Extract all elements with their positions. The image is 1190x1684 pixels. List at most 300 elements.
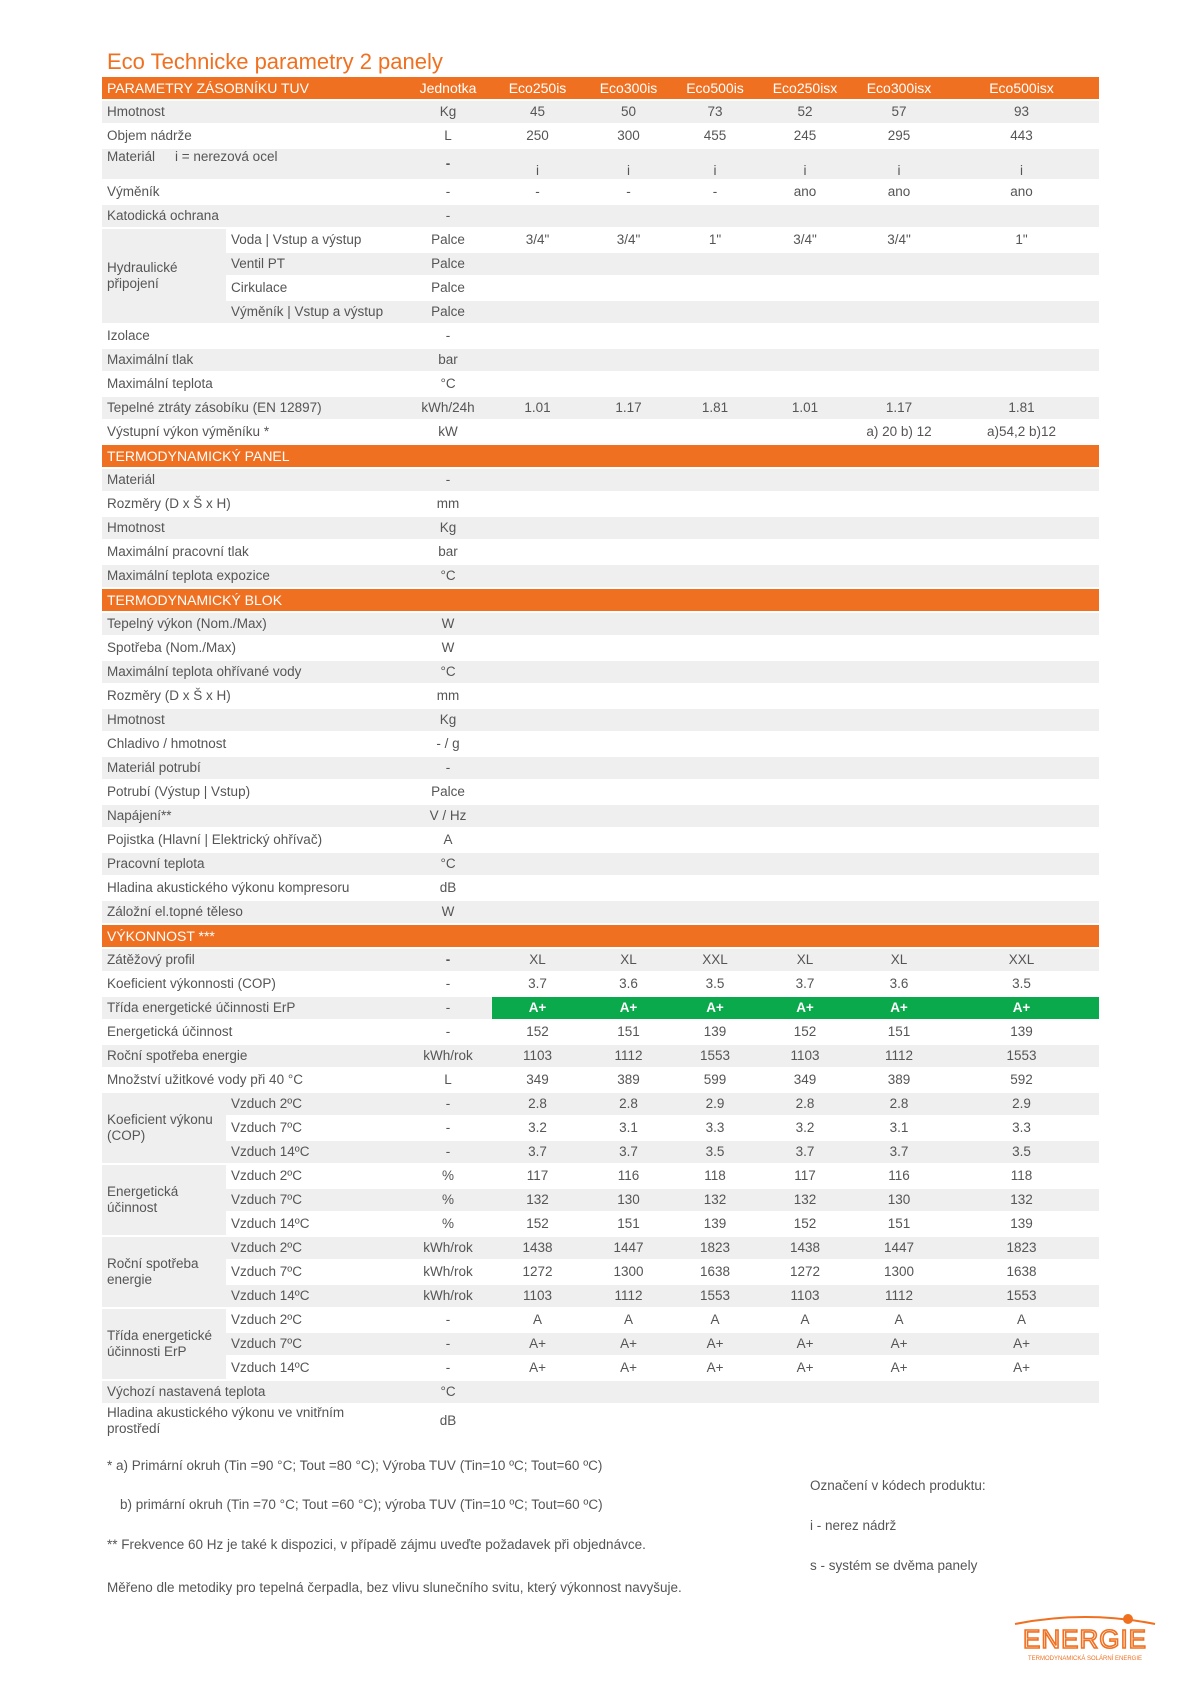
row-label: Rozměry (D x Š x H) bbox=[102, 493, 404, 515]
unit-cell: - bbox=[404, 973, 492, 995]
value-cell bbox=[944, 709, 1099, 731]
value-cell bbox=[854, 853, 944, 875]
table-row bbox=[102, 901, 1099, 923]
value-cell bbox=[674, 829, 756, 851]
value-cell: 3.2 bbox=[492, 1117, 583, 1139]
sub-label: Výměník | Vstup a výstup bbox=[226, 301, 404, 323]
value-cell bbox=[583, 253, 674, 275]
row-label: Hladina akustického výkonu kompresoru bbox=[102, 877, 404, 899]
value-cell bbox=[583, 469, 674, 491]
value-cell bbox=[583, 757, 674, 779]
value-cell bbox=[756, 757, 854, 779]
value-cell bbox=[674, 349, 756, 371]
unit-cell: Kg bbox=[404, 709, 492, 731]
value-cell bbox=[854, 205, 944, 227]
value-cell bbox=[674, 277, 756, 299]
value-cell bbox=[492, 277, 583, 299]
table-row bbox=[102, 277, 1099, 299]
row-label: Maximální teplota ohřívané vody bbox=[102, 661, 404, 683]
value-cell bbox=[854, 805, 944, 827]
row-label: Zátěžový profil bbox=[102, 949, 404, 971]
value-cell bbox=[854, 613, 944, 635]
document-title: Eco Technicke parametry 2 panely bbox=[107, 49, 443, 74]
value-cell: 3.5 bbox=[944, 973, 1099, 995]
table-row bbox=[102, 1117, 1099, 1139]
table-row bbox=[102, 1261, 1099, 1283]
value-cell: 3.7 bbox=[854, 1141, 944, 1163]
unit-cell: L bbox=[404, 125, 492, 147]
value-cell bbox=[854, 781, 944, 803]
sub-label: Vzduch 7ºC bbox=[226, 1261, 404, 1283]
value-cell: 151 bbox=[583, 1213, 674, 1235]
value-cell bbox=[756, 1381, 854, 1403]
value-cell: 3.5 bbox=[944, 1141, 1099, 1163]
value-cell bbox=[944, 1405, 1099, 1437]
value-cell: a) 20 b) 12 bbox=[854, 421, 944, 443]
table-row bbox=[102, 1045, 1099, 1067]
value-cell: 139 bbox=[674, 1021, 756, 1043]
table-row bbox=[102, 373, 1099, 395]
value-cell bbox=[674, 685, 756, 707]
row-label: Pracovní teplota bbox=[102, 853, 404, 875]
value-cell bbox=[756, 253, 854, 275]
row-label: Hmotnost bbox=[102, 517, 404, 539]
row-label: Třída energetické účinnosti ErP bbox=[102, 997, 404, 1019]
unit-cell: - bbox=[404, 1021, 492, 1043]
value-cell: 151 bbox=[583, 1021, 674, 1043]
value-cell bbox=[944, 277, 1099, 299]
value-cell bbox=[854, 565, 944, 587]
unit-cell: °C bbox=[404, 565, 492, 587]
value-cell bbox=[583, 1405, 674, 1437]
value-cell: 1103 bbox=[756, 1045, 854, 1067]
table-row bbox=[102, 349, 1099, 371]
unit-cell: - bbox=[404, 1357, 492, 1379]
unit-cell: % bbox=[404, 1213, 492, 1235]
value-cell bbox=[854, 517, 944, 539]
table-row bbox=[102, 205, 1099, 227]
unit-cell: Palce bbox=[404, 301, 492, 323]
value-cell bbox=[674, 757, 756, 779]
value-cell: 132 bbox=[674, 1189, 756, 1211]
value-cell bbox=[944, 373, 1099, 395]
value-cell: 1638 bbox=[944, 1261, 1099, 1283]
unit-cell: - bbox=[404, 149, 492, 179]
row-label: Výchozí nastavená teplota bbox=[102, 1381, 404, 1403]
value-cell bbox=[674, 517, 756, 539]
value-cell: ano bbox=[756, 181, 854, 203]
value-cell: 592 bbox=[944, 1069, 1099, 1091]
value-cell bbox=[854, 253, 944, 275]
value-cell bbox=[492, 709, 583, 731]
value-cell bbox=[854, 493, 944, 515]
value-cell: 152 bbox=[492, 1021, 583, 1043]
value-cell bbox=[944, 253, 1099, 275]
row-label: Rozměry (D x Š x H) bbox=[102, 685, 404, 707]
value-cell bbox=[854, 469, 944, 491]
value-cell bbox=[492, 421, 583, 443]
spec-table bbox=[102, 75, 1099, 1439]
value-cell: 1112 bbox=[583, 1285, 674, 1307]
value-cell bbox=[854, 901, 944, 923]
value-cell: A+ bbox=[756, 997, 854, 1019]
value-cell: A+ bbox=[674, 1357, 756, 1379]
value-cell: 1.01 bbox=[756, 397, 854, 419]
unit-cell: Palce bbox=[404, 277, 492, 299]
table-row bbox=[102, 421, 1099, 443]
value-cell: - bbox=[583, 181, 674, 203]
value-cell: a)54,2 b)12 bbox=[944, 421, 1099, 443]
value-cell: 1272 bbox=[492, 1261, 583, 1283]
value-cell bbox=[492, 253, 583, 275]
value-cell: 57 bbox=[854, 101, 944, 123]
value-cell: 151 bbox=[854, 1213, 944, 1235]
row-label: Hladina akustického výkonu ve vnitřním prostředí bbox=[102, 1405, 404, 1437]
value-cell: ano bbox=[944, 181, 1099, 203]
value-cell: 139 bbox=[944, 1021, 1099, 1043]
value-cell bbox=[583, 853, 674, 875]
value-cell: 139 bbox=[674, 1213, 756, 1235]
value-cell: 1.81 bbox=[674, 397, 756, 419]
model-header: Eco300is bbox=[583, 77, 674, 99]
value-cell bbox=[674, 733, 756, 755]
table-row bbox=[102, 1285, 1099, 1307]
value-cell bbox=[492, 877, 583, 899]
unit-cell: V / Hz bbox=[404, 805, 492, 827]
unit-cell: kWh/rok bbox=[404, 1261, 492, 1283]
value-cell bbox=[944, 325, 1099, 347]
value-cell bbox=[756, 1405, 854, 1437]
value-cell: 1553 bbox=[944, 1285, 1099, 1307]
value-cell bbox=[492, 1405, 583, 1437]
row-label: Hmotnost bbox=[102, 101, 404, 123]
value-cell bbox=[756, 493, 854, 515]
row-label-cell bbox=[102, 149, 404, 179]
row-label: Hmotnost bbox=[102, 709, 404, 731]
footnote-method: Měřeno dle metodiky pro tepelná čerpadla, bez vlivu slunečního svitu, který výkonnost navyšuje. bbox=[107, 1580, 682, 1595]
row-label: Výměník bbox=[102, 181, 404, 203]
value-cell: 1638 bbox=[674, 1261, 756, 1283]
value-cell bbox=[583, 349, 674, 371]
sub-label: Voda | Vstup a výstup bbox=[226, 229, 404, 251]
unit-cell: °C bbox=[404, 853, 492, 875]
model-header: Eco250isx bbox=[756, 77, 854, 99]
value-cell: i bbox=[756, 149, 854, 179]
value-cell: 389 bbox=[854, 1069, 944, 1091]
value-cell: A bbox=[492, 1309, 583, 1331]
row-label: Maximální tlak bbox=[102, 349, 404, 371]
table-row bbox=[102, 493, 1099, 515]
footnote-hz: ** Frekvence 60 Hz je také k dispozici, v případě zájmu uveďte požadavek při objednávce. bbox=[107, 1537, 646, 1552]
value-cell: A bbox=[854, 1309, 944, 1331]
table-row bbox=[102, 301, 1099, 323]
unit-cell: dB bbox=[404, 1405, 492, 1437]
value-cell: 3.7 bbox=[492, 973, 583, 995]
value-cell bbox=[492, 469, 583, 491]
value-cell: A+ bbox=[756, 1333, 854, 1355]
value-cell: 152 bbox=[492, 1213, 583, 1235]
table-row bbox=[102, 541, 1099, 563]
unit-cell: - bbox=[404, 1333, 492, 1355]
value-cell: 1.17 bbox=[583, 397, 674, 419]
table-row bbox=[102, 757, 1099, 779]
value-cell bbox=[583, 613, 674, 635]
table-row bbox=[102, 181, 1099, 203]
value-cell bbox=[583, 781, 674, 803]
value-cell bbox=[854, 685, 944, 707]
value-cell: A bbox=[674, 1309, 756, 1331]
value-cell: 1300 bbox=[854, 1261, 944, 1283]
value-cell: A+ bbox=[583, 1333, 674, 1355]
row-label: Pojistka (Hlavní | Elektrický ohřívač) bbox=[102, 829, 404, 851]
value-cell bbox=[674, 541, 756, 563]
value-cell: 1438 bbox=[492, 1237, 583, 1259]
value-cell bbox=[674, 493, 756, 515]
value-cell bbox=[674, 205, 756, 227]
value-cell: 117 bbox=[492, 1165, 583, 1187]
value-cell: 45 bbox=[492, 101, 583, 123]
unit-cell: - bbox=[404, 1309, 492, 1331]
value-cell bbox=[674, 613, 756, 635]
value-cell: 300 bbox=[583, 125, 674, 147]
value-cell: i bbox=[583, 149, 674, 179]
value-cell bbox=[492, 493, 583, 515]
value-cell bbox=[854, 301, 944, 323]
unit-column-header: Jednotka bbox=[404, 77, 492, 99]
legend-s: s - systém se dvěma panely bbox=[810, 1558, 978, 1573]
value-cell bbox=[674, 421, 756, 443]
value-cell bbox=[492, 301, 583, 323]
section-title: TERMODYNAMICKÝ PANEL bbox=[102, 445, 404, 467]
sub-label: Vzduch 2ºC bbox=[226, 1093, 404, 1115]
value-cell: 3.6 bbox=[583, 973, 674, 995]
value-cell bbox=[756, 565, 854, 587]
table-row bbox=[102, 517, 1099, 539]
value-cell bbox=[854, 733, 944, 755]
unit-cell: - bbox=[404, 205, 492, 227]
value-cell: 152 bbox=[756, 1213, 854, 1235]
value-cell bbox=[492, 565, 583, 587]
value-cell bbox=[756, 805, 854, 827]
table-row bbox=[102, 781, 1099, 803]
value-cell: 132 bbox=[492, 1189, 583, 1211]
value-cell: A+ bbox=[674, 1333, 756, 1355]
value-cell: 3.2 bbox=[756, 1117, 854, 1139]
value-cell: A+ bbox=[492, 1357, 583, 1379]
unit-cell: - bbox=[404, 1141, 492, 1163]
value-cell: 2.9 bbox=[944, 1093, 1099, 1115]
row-label: Katodická ochrana bbox=[102, 205, 404, 227]
value-cell bbox=[854, 709, 944, 731]
value-cell bbox=[674, 469, 756, 491]
value-cell bbox=[854, 757, 944, 779]
unit-cell: % bbox=[404, 1165, 492, 1187]
value-cell: XL bbox=[854, 949, 944, 971]
value-cell bbox=[583, 517, 674, 539]
value-cell bbox=[674, 661, 756, 683]
value-cell bbox=[854, 373, 944, 395]
value-cell: XXL bbox=[944, 949, 1099, 971]
value-cell bbox=[756, 373, 854, 395]
value-cell: 1823 bbox=[944, 1237, 1099, 1259]
row-label: Chladivo / hmotnost bbox=[102, 733, 404, 755]
table-row bbox=[102, 325, 1099, 347]
group-label: Roční spotřeba energie bbox=[102, 1237, 226, 1307]
unit-cell: Palce bbox=[404, 229, 492, 251]
sub-label: Vzduch 14ºC bbox=[226, 1285, 404, 1307]
unit-cell: dB bbox=[404, 877, 492, 899]
row-label: Výstupní výkon výměníku * bbox=[102, 421, 404, 443]
value-cell: 1" bbox=[944, 229, 1099, 251]
value-cell: - bbox=[492, 181, 583, 203]
value-cell: 139 bbox=[944, 1213, 1099, 1235]
value-cell: 2.8 bbox=[756, 1093, 854, 1115]
table-row bbox=[102, 805, 1099, 827]
value-cell bbox=[756, 733, 854, 755]
value-cell bbox=[674, 637, 756, 659]
section-title: TERMODYNAMICKÝ BLOK bbox=[102, 589, 404, 611]
row-label: Maximální teplota expozice bbox=[102, 565, 404, 587]
unit-cell: bar bbox=[404, 541, 492, 563]
section-title: VÝKONNOST *** bbox=[102, 925, 404, 947]
table-row bbox=[102, 661, 1099, 683]
value-cell bbox=[492, 805, 583, 827]
value-cell bbox=[492, 1381, 583, 1403]
value-cell: 1112 bbox=[854, 1285, 944, 1307]
value-cell bbox=[583, 541, 674, 563]
value-cell bbox=[944, 613, 1099, 635]
section-header-fill bbox=[404, 445, 1099, 467]
value-cell: 118 bbox=[944, 1165, 1099, 1187]
table-row bbox=[102, 733, 1099, 755]
value-cell: 1300 bbox=[583, 1261, 674, 1283]
unit-cell: - bbox=[404, 997, 492, 1019]
unit-cell: kWh/24h bbox=[404, 397, 492, 419]
value-cell bbox=[674, 565, 756, 587]
value-cell: XL bbox=[492, 949, 583, 971]
unit-cell: W bbox=[404, 901, 492, 923]
value-cell bbox=[944, 349, 1099, 371]
unit-cell: W bbox=[404, 637, 492, 659]
value-cell bbox=[674, 853, 756, 875]
section-header-fill bbox=[404, 925, 1099, 947]
unit-cell: °C bbox=[404, 373, 492, 395]
value-cell bbox=[944, 661, 1099, 683]
table-row bbox=[102, 829, 1099, 851]
value-cell: A bbox=[756, 1309, 854, 1331]
value-cell: 443 bbox=[944, 125, 1099, 147]
row-label: Materiál potrubí bbox=[102, 757, 404, 779]
value-cell bbox=[492, 613, 583, 635]
value-cell: 3/4" bbox=[583, 229, 674, 251]
unit-cell: kWh/rok bbox=[404, 1237, 492, 1259]
value-cell: 599 bbox=[674, 1069, 756, 1091]
value-cell: 1438 bbox=[756, 1237, 854, 1259]
value-cell: A+ bbox=[583, 1357, 674, 1379]
value-cell: 455 bbox=[674, 125, 756, 147]
value-cell: XL bbox=[756, 949, 854, 971]
row-label: Napájení** bbox=[102, 805, 404, 827]
legend-title: Označení v kódech produktu: bbox=[810, 1478, 986, 1493]
value-cell: XL bbox=[583, 949, 674, 971]
unit-cell: - bbox=[404, 181, 492, 203]
value-cell: 3.1 bbox=[854, 1117, 944, 1139]
value-cell bbox=[583, 325, 674, 347]
value-cell: A+ bbox=[583, 997, 674, 1019]
sub-label: Vzduch 14ºC bbox=[226, 1213, 404, 1235]
value-cell bbox=[756, 685, 854, 707]
footnote-a: * a) Primární okruh (Tin =90 °C; Tout =80 °C); Výroba TUV (Tin=10 ºC; Tout=60 ºC) bbox=[107, 1458, 603, 1473]
value-cell bbox=[944, 757, 1099, 779]
table-row bbox=[102, 685, 1099, 707]
value-cell bbox=[756, 901, 854, 923]
section-header bbox=[102, 925, 1099, 947]
unit-cell: °C bbox=[404, 1381, 492, 1403]
value-cell: 1447 bbox=[854, 1237, 944, 1259]
value-cell: 1553 bbox=[674, 1285, 756, 1307]
value-cell: - bbox=[674, 181, 756, 203]
value-cell: 3.1 bbox=[583, 1117, 674, 1139]
row-label: Objem nádrže bbox=[102, 125, 404, 147]
value-cell bbox=[492, 517, 583, 539]
value-cell: 130 bbox=[583, 1189, 674, 1211]
value-cell: 152 bbox=[756, 1021, 854, 1043]
value-cell bbox=[756, 421, 854, 443]
value-cell bbox=[583, 373, 674, 395]
value-cell bbox=[583, 661, 674, 683]
value-cell bbox=[944, 1381, 1099, 1403]
value-cell: 1.81 bbox=[944, 397, 1099, 419]
value-cell: 2.8 bbox=[854, 1093, 944, 1115]
value-cell bbox=[674, 709, 756, 731]
row-label: Maximální teplota bbox=[102, 373, 404, 395]
section-header bbox=[102, 589, 1099, 611]
value-cell: i bbox=[854, 149, 944, 179]
sub-label: Cirkulace bbox=[226, 277, 404, 299]
value-cell bbox=[854, 829, 944, 851]
value-cell: XXL bbox=[674, 949, 756, 971]
value-cell bbox=[944, 517, 1099, 539]
value-cell: 3/4" bbox=[492, 229, 583, 251]
unit-cell: °C bbox=[404, 661, 492, 683]
section-title: PARAMETRY ZÁSOBNÍKU TUV bbox=[102, 77, 404, 99]
value-cell bbox=[583, 829, 674, 851]
table-row bbox=[102, 1093, 1099, 1115]
unit-cell: bar bbox=[404, 349, 492, 371]
value-cell bbox=[944, 685, 1099, 707]
table-row bbox=[102, 853, 1099, 875]
value-cell bbox=[944, 493, 1099, 515]
value-cell: 2.8 bbox=[583, 1093, 674, 1115]
value-cell bbox=[944, 469, 1099, 491]
value-cell: 3.5 bbox=[674, 973, 756, 995]
value-cell bbox=[492, 853, 583, 875]
unit-cell: - bbox=[404, 949, 492, 971]
value-cell bbox=[583, 301, 674, 323]
unit-cell: kWh/rok bbox=[404, 1285, 492, 1307]
value-cell: 3.7 bbox=[756, 973, 854, 995]
sub-label: Vzduch 2ºC bbox=[226, 1237, 404, 1259]
table-row bbox=[102, 1405, 1099, 1437]
table-row bbox=[102, 149, 1099, 179]
value-cell: 2.8 bbox=[492, 1093, 583, 1115]
row-label: Množství užitkové vody při 40 °C bbox=[102, 1069, 404, 1091]
row-label: Záložní el.topné těleso bbox=[102, 901, 404, 923]
row-label: Potrubí (Výstup | Vstup) bbox=[102, 781, 404, 803]
value-cell bbox=[854, 277, 944, 299]
value-cell: A+ bbox=[944, 1357, 1099, 1379]
value-cell bbox=[492, 781, 583, 803]
